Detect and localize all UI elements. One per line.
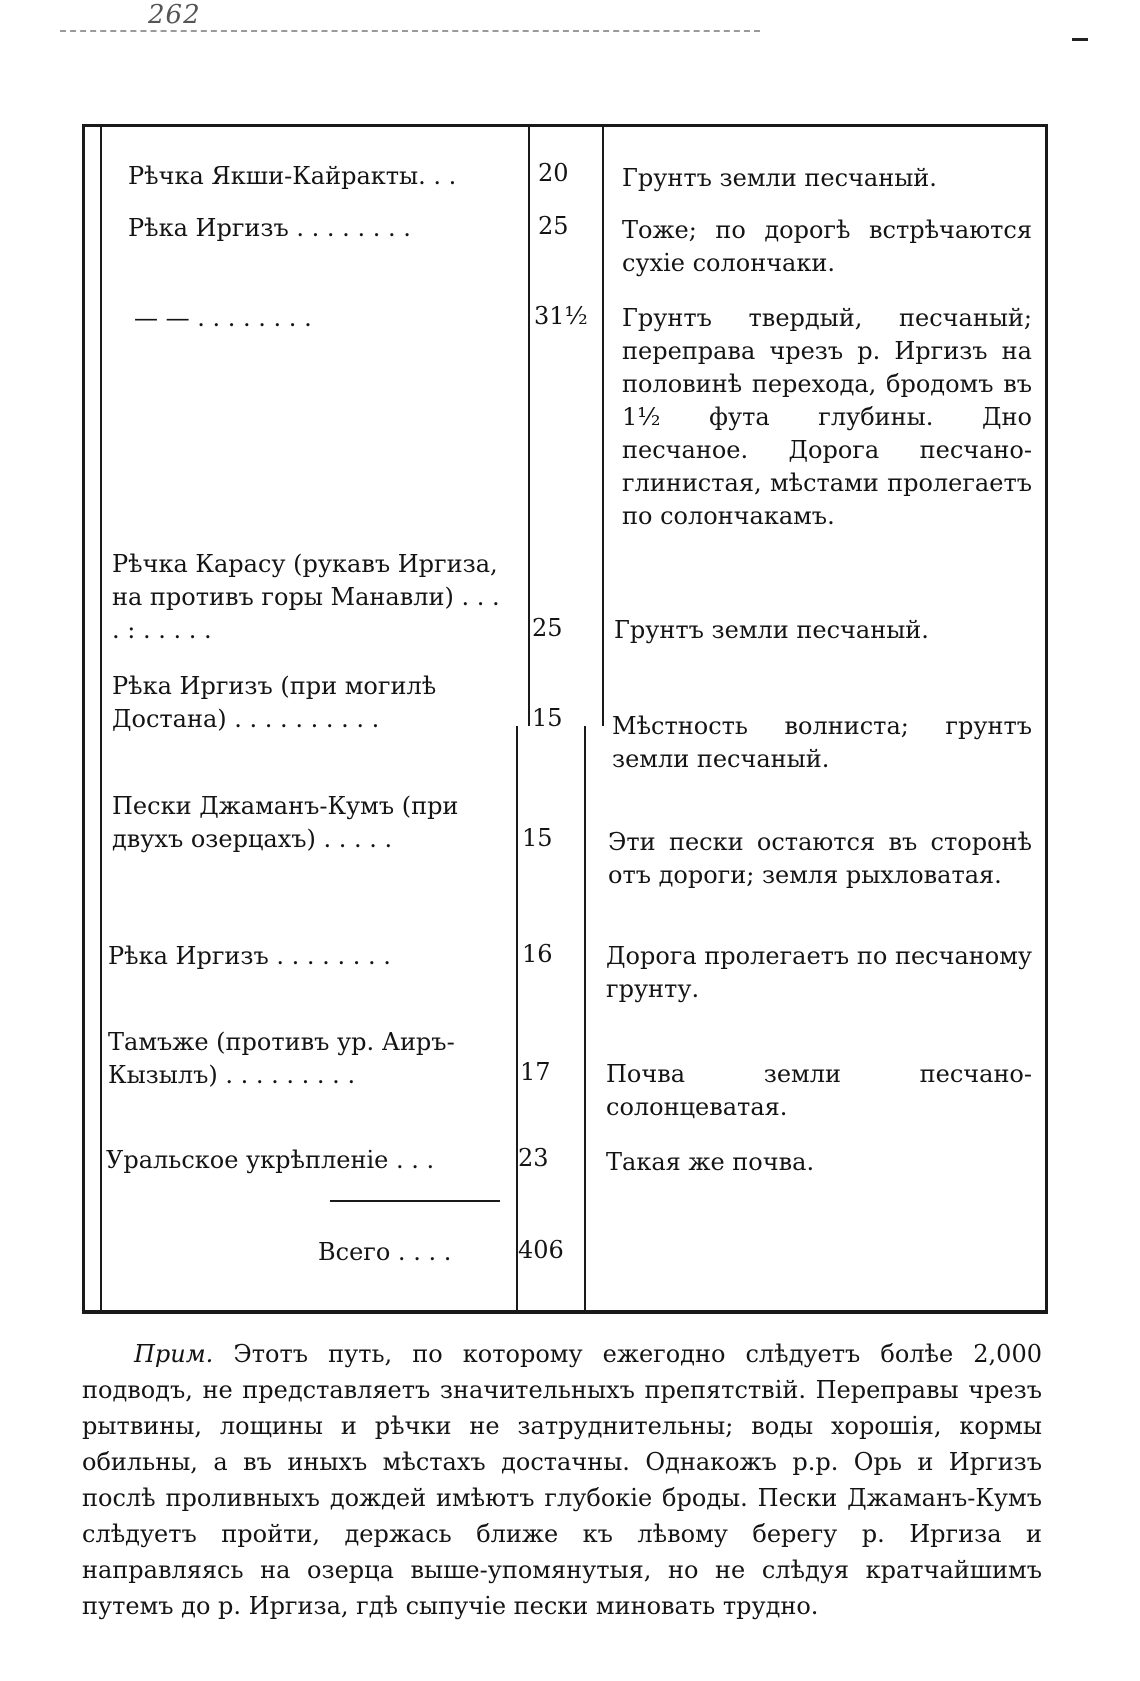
terrain-description: Грунтъ земли песчаный. [622,164,937,192]
total-value: 406 [518,1236,564,1264]
header-rule [60,30,760,32]
route-point-name: Рѣка Иргизъ . . . . . . . . [108,942,391,970]
corner-mark [1072,38,1088,41]
route-point-name: Рѣчка Якши-Кайракты. . . [128,162,457,190]
route-point-name: Пески Джаманъ-Кумъ (при двухъ озерцахъ) . . . . . [112,792,459,853]
column-divider [516,726,518,1312]
distance-value: 15 [522,824,553,852]
table-inner-left-line [100,126,102,1312]
footnote-text: Этотъ путь, по которому ежегодно слѣдуетъ болѣе 2,000 подводъ, не представляетъ значительныхъ препятствій. Переправы чрезъ рытвины, лощины и рѣчки не затруднительны; воды хорошія, кормы обильны, а въ иныхъ мѣстахъ достачны. Однакожъ р.р. Орь и Иргизъ послѣ проливныхъ дождей имѣютъ глубокіе броды. Пески Джаманъ-Кумъ слѣдуетъ пройти, держась ближе къ лѣвому берегу р. Иргиза и направляясь на озерца выше-упомянутыя, но не слѣдуя кратчайшимъ путемъ до р. Иргиза, гдѣ сыпучіе пески миновать трудно. [82,1340,1042,1620]
route-point-name: Рѣка Иргизъ . . . . . . . . [128,214,411,242]
terrain-description: Такая же почва. [606,1148,815,1176]
terrain-description: Грунтъ твердый, песчаный; переправа чрезъ р. Иргизъ на половинѣ перехода, бродомъ въ 1½ фута глубины. Дно песчаное. Дорога песчано-глинистая, мѣстами пролегаетъ по солончакамъ. [622,304,1032,530]
distance-value: 31½ [534,302,588,330]
total-label: Всего . . . . [318,1238,452,1266]
terrain-description: Тоже; по дорогѣ встрѣчаются сухіе солончаки. [622,216,1032,277]
distance-value: 17 [520,1058,551,1086]
terrain-description: Грунтъ земли песчаный. [614,616,929,644]
distance-value: 23 [518,1144,549,1172]
route-point-name: Уральское укрѣпленіе . . . [106,1146,435,1174]
route-point-name: — — . . . . . . . . [134,304,312,332]
terrain-description: Эти пески остаются въ сторонѣ отъ дороги; земля рыхловатая. [608,828,1032,889]
terrain-description: Дорога пролегаетъ по песчаному грунту. [606,942,1032,1003]
terrain-description: Мѣстность волниста; грунтъ земли песчаный. [612,712,1032,773]
page-number: 262 [148,0,201,30]
column-divider [528,126,530,726]
route-point-name: Рѣчка Карасу (рукавъ Иргиза, на противъ горы Манавли) . . . . : . . . . . [112,550,500,644]
distance-value: 15 [532,704,563,732]
distance-value: 20 [538,159,569,187]
footnote-label: Прим. [134,1340,214,1368]
route-point-name: Рѣка Иргизъ (при могилѣ Достана) . . . . . . . . . . [112,672,437,733]
distance-value: 16 [522,940,553,968]
sum-rule [330,1200,500,1202]
route-point-name: Тамъже (противъ ур. Аиръ-Кызылъ) . . . . . . . . . [108,1028,455,1089]
footnote [82,1336,1042,1624]
terrain-description: Почва земли песчано-солонцеватая. [606,1060,1032,1121]
distance-value: 25 [538,212,569,240]
column-divider [602,126,604,726]
column-divider [584,726,586,1312]
distance-value: 25 [532,614,563,642]
